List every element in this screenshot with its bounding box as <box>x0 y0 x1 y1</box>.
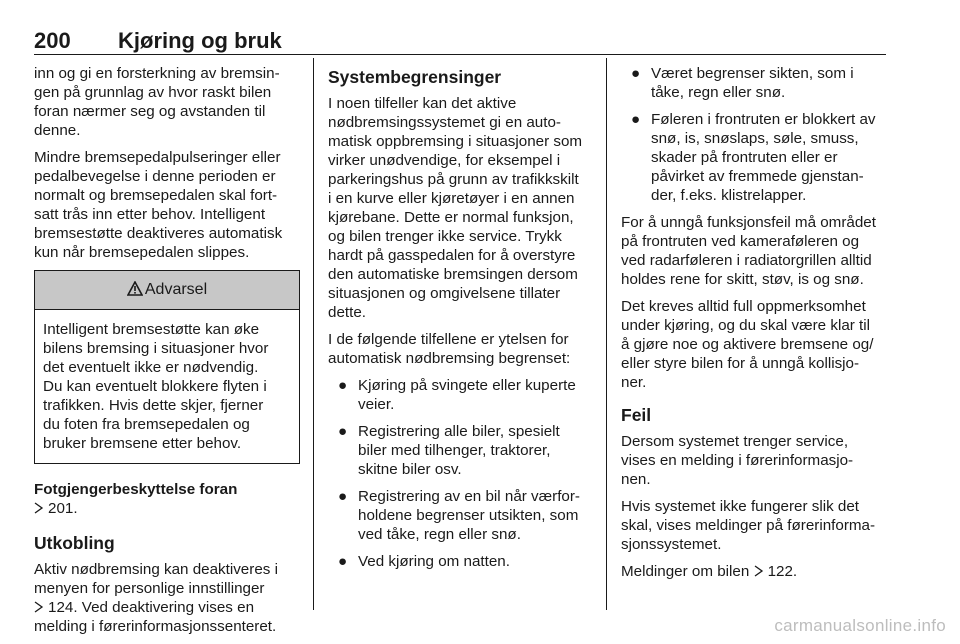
text-line: påvirket av fremmede gjenstan- <box>651 168 864 185</box>
text-line: bruker bremsene etter behov. <box>43 435 242 452</box>
paragraph-deactivation <box>34 560 300 636</box>
text-line: parkeringshus på grunn av trafikkskilt <box>328 171 579 188</box>
text-line: å gjøre noe og aktivere bremsene og/ <box>621 336 874 353</box>
section-heading-feil: Feil <box>621 405 652 425</box>
text-line: holdene begrenser utsikten, som <box>358 507 579 524</box>
text-line: normalt og bremsepedalen skal fort- <box>34 187 278 204</box>
text-line: holdes rene for skitt, støv, is og snø. <box>621 271 864 288</box>
text-line: Dersom systemet trenger service, <box>621 433 849 450</box>
text-line: dette. <box>328 304 366 321</box>
bullet-icon: ● <box>338 377 348 394</box>
text-line: du foten fra bremsepedalen og <box>43 416 250 433</box>
paragraph-messages <box>621 562 887 581</box>
text-line: nen. <box>621 471 651 488</box>
text-line: bremsestøtte deaktiveres automatisk <box>34 225 283 242</box>
warning-header <box>35 271 299 310</box>
reference-text: 124. Ved deaktivering vises en <box>48 599 255 616</box>
list-item <box>328 376 592 414</box>
text-line: nødbremsingssystemet gi en auto- <box>328 114 561 131</box>
column-divider-1 <box>313 58 314 610</box>
text-line: Du kan eventuelt blokkere flyten i <box>43 378 267 395</box>
bullet-icon: ● <box>338 553 348 570</box>
text-line: situasjonen og omgivelsene tillater <box>328 285 561 302</box>
text-line: melding i førerinformasjonssenteret. <box>34 618 277 635</box>
bullet-icon: ● <box>631 65 641 82</box>
text-line: ved tåke, regn eller snø. <box>358 526 521 543</box>
reference-page: 122. <box>767 563 798 580</box>
list-item <box>328 487 592 544</box>
paragraph-intro <box>34 64 300 140</box>
text-line: Været begrenser sikten, som i <box>651 65 854 82</box>
text-line: og bilen trenger ikke service. Trykk <box>328 228 562 245</box>
reference-page: 201. <box>48 500 78 517</box>
text-line: trafikken. Hvis dette skjer, fjerner <box>43 397 264 414</box>
text-line: matisk oppbremsing i situasjoner som <box>328 133 583 150</box>
section-heading-limitations: Systembegrensinger <box>328 67 502 87</box>
paragraph-cleaning <box>621 213 887 289</box>
text-line: Ved kjøring om natten. <box>358 553 510 570</box>
text-line: under kjøring, og du skal være klar til <box>621 317 871 334</box>
text-line: tåke, regn eller snø. <box>651 84 786 101</box>
header-divider <box>34 54 886 55</box>
text-line: der, f.eks. klistrelapper. <box>651 187 807 204</box>
text-line: inn og gi en forsterkning av bremsin- <box>34 65 280 82</box>
text-line: ved radarføleren i radiatorgrillen alltid <box>621 252 872 269</box>
paragraph-attention <box>621 297 887 392</box>
text-line: hardt på gasspedalen for å overstyre <box>328 247 576 264</box>
text-line: foran nærmer seg og avstanden til <box>34 103 266 120</box>
text-line: snø, is, snøslaps, søle, smuss, <box>651 130 859 147</box>
text-line: kun når bremsepedalen slippes. <box>34 244 250 261</box>
bullet-icon: ● <box>338 488 348 505</box>
cross-reference[interactable] <box>621 562 887 581</box>
text-line: virker unødvendige, for eksempel i <box>328 152 561 169</box>
list-item <box>328 552 592 571</box>
paragraph-pedal <box>34 148 300 262</box>
text-line: det eventuelt ikke er nødvendig. <box>43 359 259 376</box>
page-title: Kjøring og bruk <box>118 28 282 53</box>
list-item <box>621 64 887 102</box>
text-line: kjørebane. Dette er normal funksjon, <box>328 209 574 226</box>
page-header <box>34 28 886 52</box>
text-line: den automatiske bremsingen dersom <box>328 266 578 283</box>
bullet-icon: ● <box>631 111 641 128</box>
text-line: ner. <box>621 374 647 391</box>
list-item <box>328 422 592 479</box>
text-line: bilens bremsing i situasjoner hvor <box>43 340 269 357</box>
text-line: skader på frontruten eller er <box>651 149 838 166</box>
reference-label: Meldinger om bilen <box>621 563 750 580</box>
text-line: Hvis systemet ikke fungerer slik det <box>621 498 860 515</box>
column-middle <box>328 64 592 579</box>
text-line: Intelligent bremsestøtte kan øke <box>43 321 260 338</box>
text-line: vises en melding i førerinformasjo- <box>621 452 854 469</box>
text-line: skal, vises meldinger på førerinforma- <box>621 517 876 534</box>
bullet-icon: ● <box>338 423 348 440</box>
reference-arrow-icon <box>34 601 44 613</box>
text-line: menyen for personlige innstillinger <box>34 580 265 597</box>
list-item <box>621 110 887 205</box>
reference-arrow-icon <box>754 565 764 577</box>
text-line: satt trås inn etter behov. Intelligent <box>34 206 266 223</box>
pedestrian-section <box>34 480 300 518</box>
text-line: veier. <box>358 396 395 413</box>
cross-reference[interactable] <box>34 499 300 518</box>
text-line: skitne biler osv. <box>358 461 462 478</box>
warning-triangle-icon <box>127 281 143 296</box>
text-line: eller styre bilen for å unngå kollisjo- <box>621 355 860 372</box>
text-line: Føleren i frontruten er blokkert av <box>651 111 876 128</box>
watermark: carmanualsonline.info <box>774 616 946 635</box>
text-line: Registrering alle biler, spesielt <box>358 423 560 440</box>
page-number: 200 <box>34 28 71 53</box>
text-line: I de følgende tilfellene er ytelsen for <box>328 331 569 348</box>
paragraph-service <box>621 432 887 489</box>
text-line: I noen tilfeller kan det aktive <box>328 95 517 112</box>
section-heading-utkobling: Utkobling <box>34 533 115 553</box>
column-divider-2 <box>606 58 607 610</box>
text-line: pedalbevegelse i denne perioden er <box>34 168 276 185</box>
reference-arrow-icon <box>34 502 44 514</box>
cross-reference[interactable] <box>34 598 300 617</box>
column-left <box>34 64 300 644</box>
text-line: Registrering av en bil når værfor- <box>358 488 580 505</box>
text-line: denne. <box>34 122 81 139</box>
paragraph-malfunction <box>621 497 887 554</box>
text-line: For å unngå funksjonsfeil må området <box>621 214 876 231</box>
warning-body <box>35 310 299 463</box>
text-line: Mindre bremsepedalpulseringer eller <box>34 149 281 166</box>
text-line: Aktiv nødbremsing kan deaktiveres i <box>34 561 278 578</box>
paragraph-limitations <box>328 94 592 322</box>
text-line: Kjøring på svingete eller kuperte <box>358 377 576 394</box>
text-line: sjonssystemet. <box>621 536 722 553</box>
text-line: gen på grunnlag av hvor raskt bilen <box>34 84 272 101</box>
text-line: i en kurve eller kjøretøyer i en annen <box>328 190 575 207</box>
warning-box <box>34 270 300 464</box>
text-line: Det kreves alltid full oppmerksomhet <box>621 298 866 315</box>
text-line: biler med tilhenger, traktorer, <box>358 442 551 459</box>
column-right <box>621 64 887 589</box>
pedestrian-heading: Fotgjengerbeskyttelse foran <box>34 481 238 498</box>
text-line: automatisk nødbremsing begrenset: <box>328 350 571 367</box>
warning-title: Advarsel <box>144 281 208 298</box>
text-line: på frontruten ved kameraføleren og <box>621 233 860 250</box>
paragraph-cases <box>328 330 592 368</box>
